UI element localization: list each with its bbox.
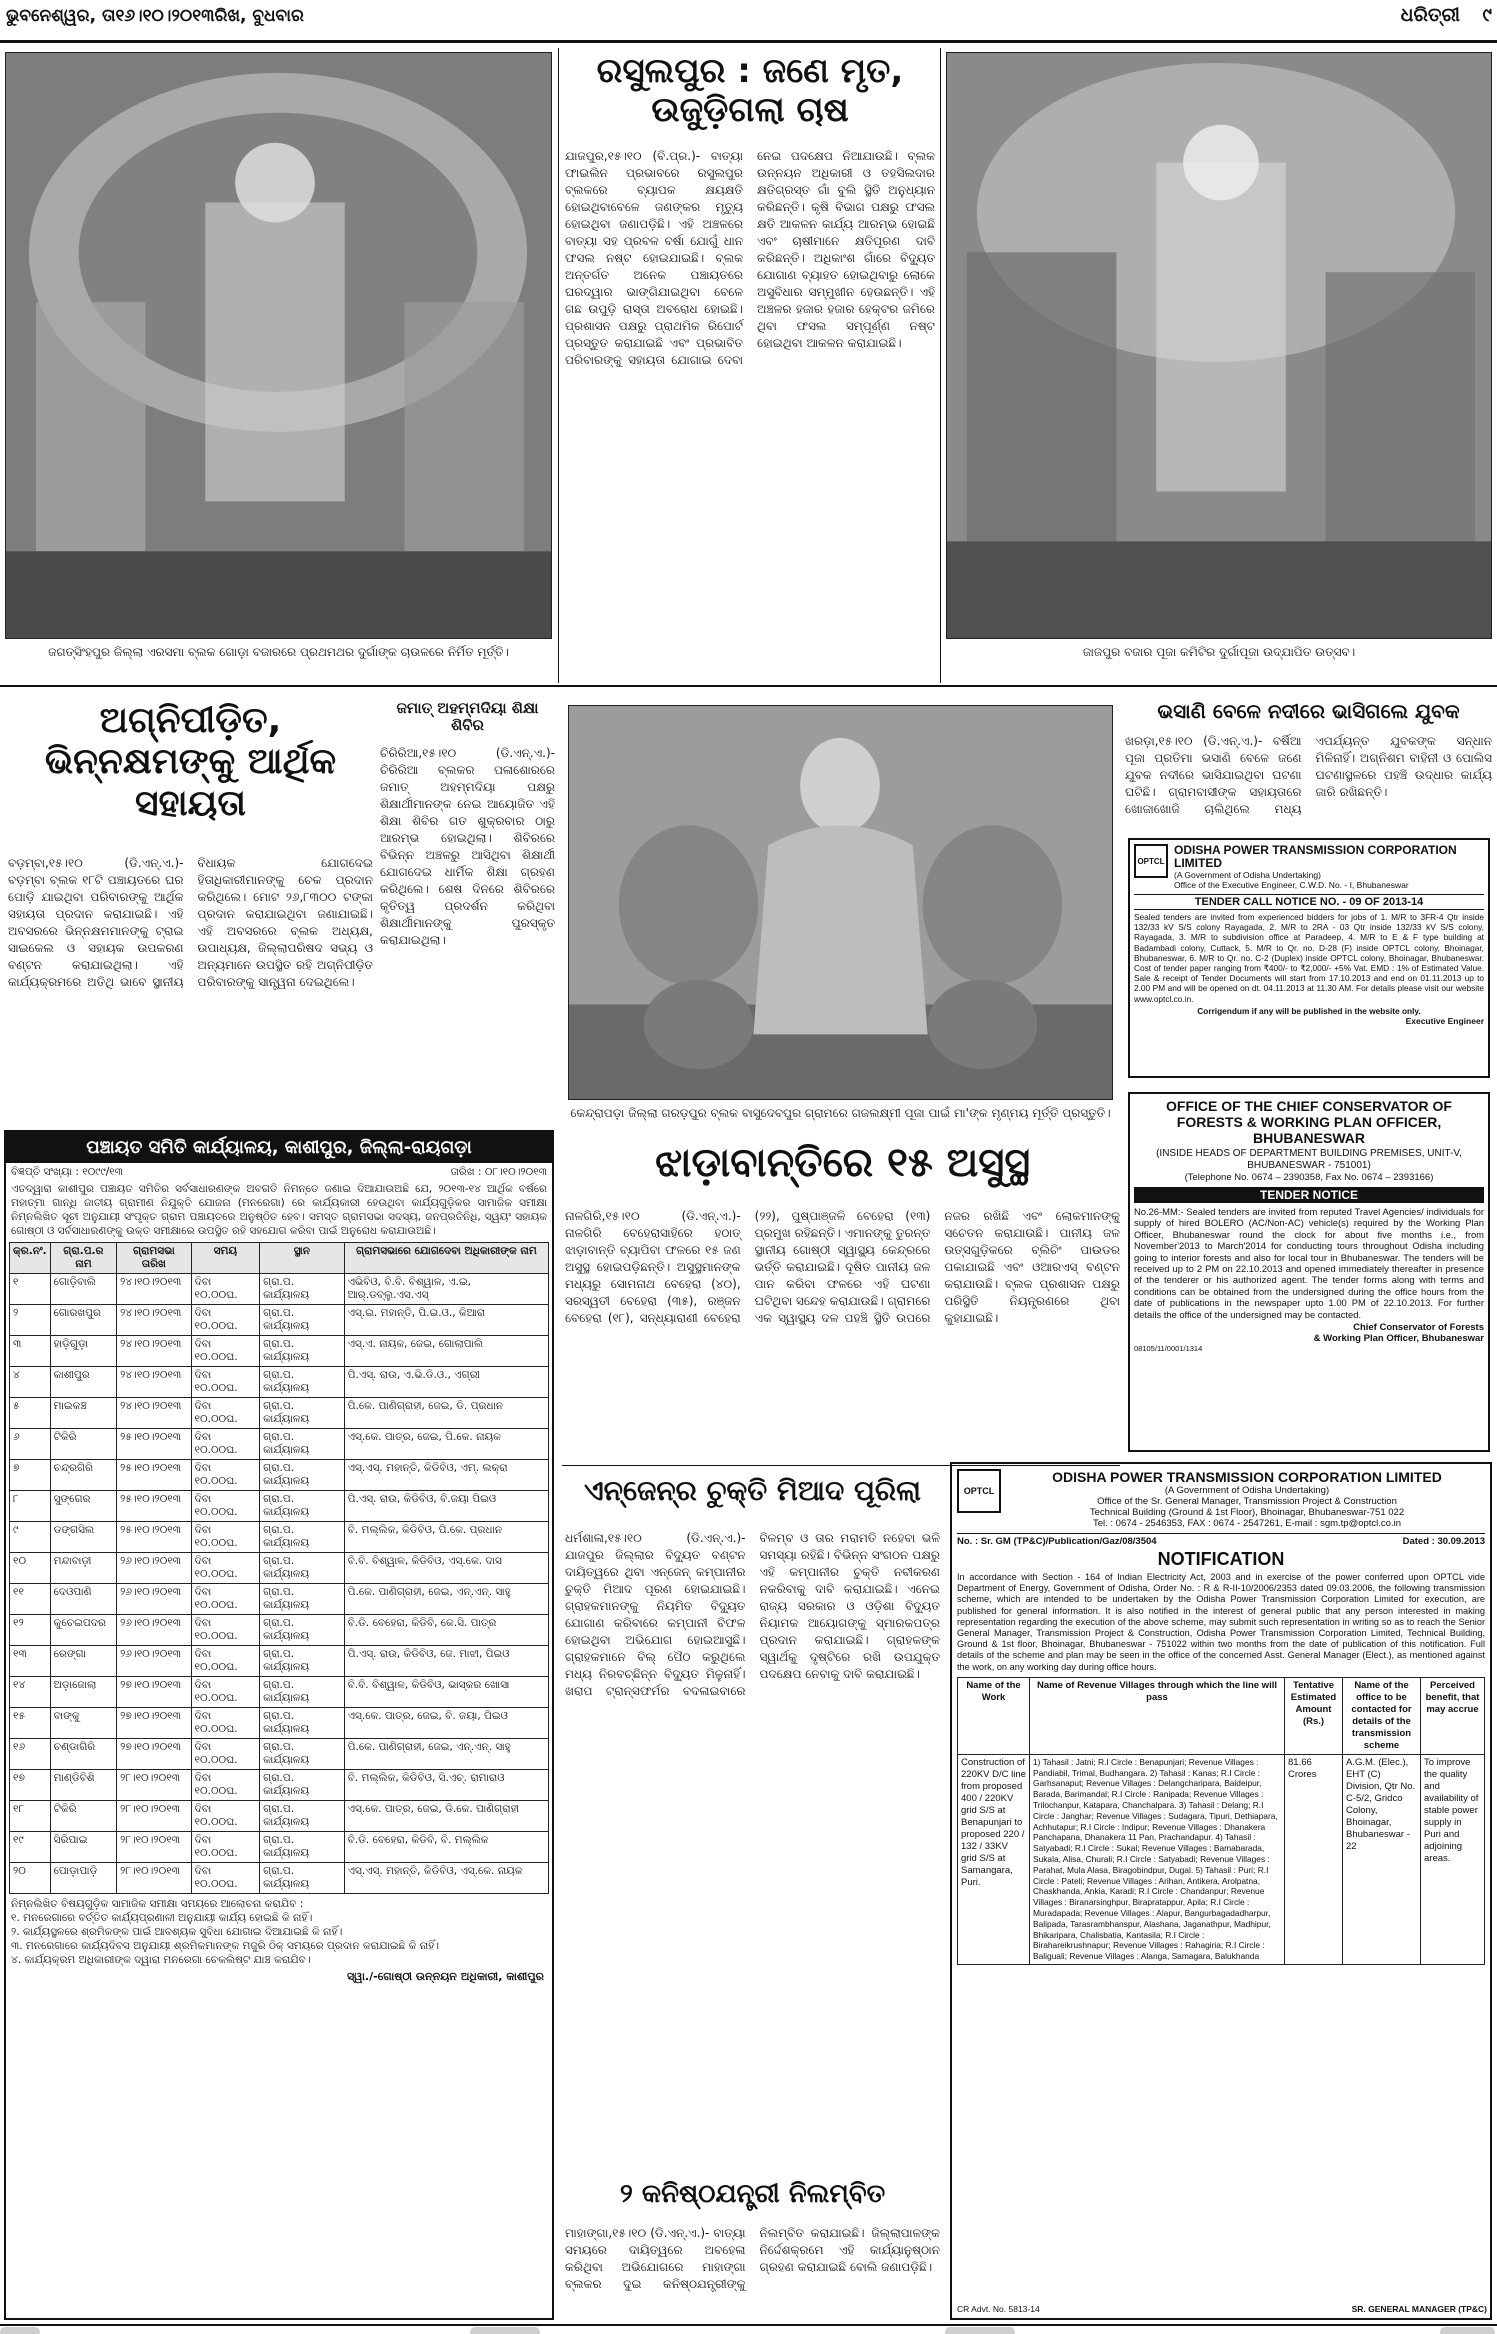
table-header: Name of Revenue Villages through which the line will pass <box>1030 1677 1285 1754</box>
section-rule <box>0 685 1497 687</box>
table-cell: ବି.ବି. ବିଶ୍ୱାଳ, କିଡିବିଓ, ଏସ୍.କେ. ଦାସ <box>344 1553 548 1584</box>
table-cell: ହାଡ଼ିଗୁଡ଼ା <box>50 1336 117 1367</box>
table-cell: ଗ୍ରା.ପ. କାର୍ଯ୍ୟାଳୟ <box>260 1832 344 1863</box>
table-cell: ବି.ଡି. ବେହେରା, କିଡିବି, କେ.ସି. ପାତ୍ର <box>344 1615 548 1646</box>
table-cell: ୨୭।୧୦।୨୦୧୩ <box>117 1708 191 1739</box>
table-cell: ୫ <box>10 1398 51 1429</box>
table-cell: ଗ୍ରା.ପ. କାର୍ଯ୍ୟାଳୟ <box>260 1274 344 1305</box>
table-cell: ୨୮।୧୦।୨୦୧୩ <box>117 1770 191 1801</box>
table-cell: ଏସ୍.ଏ. ନାୟକ, ଜେଇ, ଗୋଲାପାଲି <box>344 1336 548 1367</box>
samiti-banner: ପଞ୍ଚାୟତ ସମିତି କାର୍ଯ୍ୟାଳୟ, କାଶୀପୁର, ଜିଲ୍ଲା-ରାୟଗଡ଼ା <box>6 1132 552 1163</box>
table-cell: ୨୭।୧୦।୨୦୧୩ <box>117 1677 191 1708</box>
table-cell: ଦିବା ୧୦.୦୦ଘ. <box>191 1832 260 1863</box>
table-row <box>10 1429 549 1460</box>
column-rule <box>558 48 559 683</box>
footer-bar <box>1440 2327 1495 2334</box>
energy-body: ଧର୍ମଶାଳା,୧୫।୧୦ (ଡି.ଏନ୍.ଏ.)- ଯାଜପୁର ଜିଲ୍ଲାର ବିଦ୍ୟୁତ ବଣ୍ଟନ ଦାୟିତ୍ୱରେ ଥିବା ଏନ୍‌ଜେନ୍ କମ୍ପାନୀର ଚୁକ୍ତି ମିଆଦ ପୂରଣ ହୋଇଯାଇଛି। ଗ୍ରାହକମାନଙ୍କୁ ନିୟମିତ ବିଦ୍ୟୁତ ଯୋଗାଣ କରିବାରେ କମ୍ପାନୀ ବିଫଳ ହୋଇଥିବା ଅଭିଯୋଗ ହୋଇଆସୁଛି। ଗ୍ରାହକମାନେ ବିଲ୍ ପୈଠ କରୁଥିଲେ ମଧ୍ୟ ନିରବଚ୍ଛିନ୍ନ ବିଦ୍ୟୁତ ମିଳୁନାହିଁ। ଖରାପ ଟ୍ରାନ୍ସଫର୍ମର ବଦଳାଇବାରେ ବିଳମ୍ବ ଓ ତାର ମରାମତି ନହେବା ଭଳି ସମସ୍ୟା ରହିଛି। ବିଭିନ୍ନ ସଂଗଠନ ପକ୍ଷରୁ ଏହି କମ୍ପାନୀର ଚୁକ୍ତି ନବୀକରଣ ନକରିବାକୁ ଦାବି କରାଯାଇଛି। ଏନେଇ ରାଜ୍ୟ ସରକାର ଓ ଓଡ଼ିଶା ବିଦ୍ୟୁତ ନିୟାମକ ଆୟୋଗଙ୍କୁ ସ୍ମାରକପତ୍ର ପ୍ରଦାନ କରାଯାଇଛି। ଗ୍ରାହକଙ୍କ ସ୍ୱାର୍ଥକୁ ଦୃଷ୍ଟିରେ ରଖି ଉପଯୁକ୍ତ ପଦକ୍ଷେପ ନେବାକୁ ଦାବି କରାଯାଇଛି। <box>565 1531 940 1698</box>
footer-bar <box>945 2327 1015 2334</box>
table-cell: ଗ୍ରା.ପ. କାର୍ଯ୍ୟାଳୟ <box>260 1863 344 1894</box>
table-cell: ପୋଡ଼ାପାଡ଼ି <box>50 1863 117 1894</box>
optcl-tender-signature: Executive Engineer <box>1405 1015 1484 1026</box>
paper-name: ଧରିତ୍ରୀ <box>1400 4 1460 26</box>
table-cell: ଦିବା ୧୦.୦୦ଘ. <box>191 1522 260 1553</box>
table-cell: ଏଭିବିଓ, ବି.ବି. ବିଶ୍ୱାଳ, ଏ.ଇ, ଆର୍.ଡବ୍ଲୁ.ଏସ.ଏସ୍ <box>344 1274 548 1305</box>
optcl-notice-contact: Tel. : 0674 - 2546353, FAX : 0674 - 2547261, E-mail : sgm.tp@optcl.co.in <box>1092 1518 1401 1529</box>
table-cell: ଦିବା ୧୦.୦୦ଘ. <box>191 1553 260 1584</box>
table-cell: ୧୪ <box>10 1677 51 1708</box>
samiti-notes <box>6 1911 552 1967</box>
table-header: ଗ୍ରାମସଭା ତାରିଖ <box>117 1243 191 1274</box>
table-row <box>10 1274 549 1305</box>
table-header: Name of the office to be contacted for details of the transmission scheme <box>1343 1677 1421 1754</box>
table-row <box>10 1460 549 1491</box>
table-header: Perceived benefit, that may accrue <box>1421 1677 1485 1754</box>
optcl-notice-sub: (A Government of Odisha Undertaking) <box>1164 1485 1330 1496</box>
table-cell: ଟିକିରି <box>50 1429 117 1460</box>
table-cell: ଗ୍ରା.ପ. କାର୍ଯ୍ୟାଳୟ <box>260 1491 344 1522</box>
table-cell: ୨୬।୧୦।୨୦୧୩ <box>117 1615 191 1646</box>
table-cell: ବି.ବି. ବିଶ୍ୱାଳ, କିଡିବିଓ, ଭାସ୍କର ଖୋସା <box>344 1677 548 1708</box>
photo-durga-idol-right <box>946 52 1492 639</box>
table-cell: ୨ <box>10 1305 51 1336</box>
table-cell: ପି.କେ. ପାଣିଗ୍ରାହୀ, ଜେଇ, ଡି. ପ୍ରଧାନ <box>344 1398 548 1429</box>
engineer-body: ମାହାଙ୍ଗା,୧୫।୧୦ (ଡି.ଏନ୍.ଏ.)- ବାତ୍ୟା ସମୟରେ ଦାୟିତ୍ୱରେ ଅବହେଳା କରିଥିବା ଅଭିଯୋଗରେ ମାହାଙ୍ଗା ବ୍ଲକର ଦୁଇ କନିଷ୍ଠଯନ୍ତ୍ରୀଙ୍କୁ ନିଲମ୍ବିତ କରାଯାଇଛି। ଜିଲ୍ଲାପାଳଙ୍କ ନିର୍ଦ୍ଦେଶକ୍ରମେ ଏହି କାର୍ଯ୍ୟାନୁଷ୍ଠାନ ଗ୍ରହଣ କରାଯାଇଛି ବୋଲି ଜଣାପଡ଼ିଛି। <box>565 2226 940 2291</box>
optcl-tender-org: ODISHA POWER TRANSMISSION CORPORATION LIMITED <box>1174 843 1457 870</box>
table-cell: ଡଙ୍ଗସିଲ <box>50 1522 117 1553</box>
table-cell: ଗ୍ରା.ପ. କାର୍ଯ୍ୟାଳୟ <box>260 1429 344 1460</box>
table-cell: ୨୮।୧୦।୨୦୧୩ <box>117 1863 191 1894</box>
table-cell: ୨୬।୧୦।୨୦୧୩ <box>117 1584 191 1615</box>
table-cell: ବି.ଡି. ବେହେରା, କିଡିବି, ବି. ମଲ୍ଲିକ <box>344 1832 548 1863</box>
table-cell: ସିରିପାଇ <box>50 1832 117 1863</box>
table-cell: ମନ୍ଦାବାଡ଼ୀ <box>50 1553 117 1584</box>
table-row <box>10 1491 549 1522</box>
table-cell: ୯ <box>10 1522 51 1553</box>
table-cell: ୨୬।୧୦।୨୦୧୩ <box>117 1553 191 1584</box>
page-number: ୯ <box>1482 4 1492 26</box>
aid-body: ବଡ଼ମ୍ବା,୧୫।୧୦ (ଡି.ଏନ୍.ଏ.)- ବଡ଼ମ୍ବା ବ୍ଲକ ୧୮ଟି ପଞ୍ଚାୟତରେ ଘର ପୋଡ଼ି ଯାଇଥିବା ପରିବାରଙ୍କୁ ଆର୍ଥିକ ସହାୟତା ପ୍ରଦାନ କରାଯାଇଛି। ଏହି ଅବସରରେ ଭିନ୍ନକ୍ଷମମାନଙ୍କୁ ଟ୍ରାଇ ସାଇକେଲ ଓ ସହାୟକ ଉପକରଣ ବଣ୍ଟନ କରାଯାଇଥିଲା। ଏହି କାର୍ଯ୍ୟକ୍ରମରେ ଅତିଥି ଭାବେ ସ୍ଥାନୀୟ ବିଧାୟକ ଯୋଗଦେଇ ହିତାଧିକାରୀମାନଙ୍କୁ ଚେକ ପ୍ରଦାନ କରିଥିଲେ। ମୋଟ ୨୬,୮୩୦୦ ଟଙ୍କା ପ୍ରଦାନ କରାଯାଇଥିବା ଜଣାଯାଇଛି। ଏହି ଅବସରରେ ବ୍ଲକ ଅଧ୍ୟକ୍ଷ, ଉପାଧ୍ୟକ୍ଷ, ଜିଲ୍ଲାପରିଷଦ ସଭ୍ୟ ଓ ଅନ୍ୟମାନେ ଉପସ୍ଥିତ ରହି ଅଗ୍ନିପୀଡ଼ିତ ପରିବାରଙ୍କୁ ସାନ୍ତ୍ୱନା ଦେଇଥିଲେ। <box>8 856 373 989</box>
notice-benefit-cell: To improve the quality and availability of stable power supply in Puri and adjoining areas. <box>1421 1754 1485 1964</box>
table-row <box>10 1770 549 1801</box>
samiti-memo-date: ତାରିଖ : ୦୮।୧୦।୨୦୧୩ <box>450 1166 547 1178</box>
table-cell: ଗ୍ରା.ପ. କାର୍ଯ୍ୟାଳୟ <box>260 1336 344 1367</box>
table-cell: ୧୨ <box>10 1615 51 1646</box>
table-cell: ଗ୍ରା.ପ. କାର୍ଯ୍ୟାଳୟ <box>260 1770 344 1801</box>
table-cell: ଏସ୍.କେ. ପାତ୍ର, ଜେଇ, ପି.କେ. ନାୟକ <box>344 1429 548 1460</box>
optcl-notice-ref-no: No. : Sr. GM (TP&C)/Publication/Gaz/08/3504 <box>957 1536 1157 1547</box>
table-cell: ଦିବା ୧୦.୦୦ଘ. <box>191 1274 260 1305</box>
forest-ad-phone: (Telephone No. 0674 – 2390358, Fax No. 0674 – 2393166) <box>1184 1172 1434 1183</box>
table-cell: ଗ୍ରା.ପ. କାର୍ଯ୍ୟାଳୟ <box>260 1553 344 1584</box>
table-cell: ବି. ମଲ୍ଲିକ, କିଡିବିଓ, ସି.ଏଚ୍. ରାମାରାଓ <box>344 1770 548 1801</box>
table-header: Name of the Work <box>958 1677 1030 1754</box>
table-cell: ପି.ଏସ୍. ରାଉ, କିଡିବିଓ, ଜେ. ମାଝୀ, ପିଇଓ <box>344 1646 548 1677</box>
ill-headline: ଝାଡ଼ାବାନ୍ତିରେ ୧୫ ଅସୁସ୍ଥ <box>655 1140 1030 1186</box>
table-cell: ଦିବା ୧୦.୦୦ଘ. <box>191 1801 260 1832</box>
table-cell: ୨୫।୧୦।୨୦୧୩ <box>117 1491 191 1522</box>
table-cell: କୁଚେଇପଦର <box>50 1615 117 1646</box>
table-cell: ଦିବା ୧୦.୦୦ଘ. <box>191 1863 260 1894</box>
table-cell: ଦିବା ୧୦.୦୦ଘ. <box>191 1770 260 1801</box>
forest-ad-body: No.26-MM:- Sealed tenders are invited from reputed Travel Agencies/ individuals for supply of hired BOLERO (AC/Non-AC) vehicle(s) required by the Working Plan Officer, Bhubaneswar round the clock for about five months i.e., from November'2013 to March'2014 for conducting tours throughout Odisha including going to interior forests and also for local tour in Bhubaneswar. The tenders will be received up to 2 PM on 22.10.2013 and opened immediately thereafter in presence of the tenderer or his authorized agent. The tender forms along with terms and conditions can be obtained from the undersigned during the office hours from the date of publications in the newspaper upto 1.00 PM of 22.10.2013. For further details the office of the undersigned may be contacted. <box>1134 1206 1484 1320</box>
table-row <box>10 1615 549 1646</box>
optcl-tender-office: Office of the Executive Engineer, C.W.D. No. - I, Bhubaneswar <box>1174 880 1409 890</box>
table-row <box>10 1739 549 1770</box>
table-row <box>10 1398 549 1429</box>
optcl-logo-icon: OPTCL <box>957 1469 1001 1513</box>
forest-ad-notice-label: TENDER NOTICE <box>1134 1187 1484 1203</box>
table-cell: ଗ୍ରା.ପ. କାର୍ଯ୍ୟାଳୟ <box>260 1584 344 1615</box>
table-row <box>10 1522 549 1553</box>
table-cell: ଗ୍ରା.ପ. କାର୍ଯ୍ୟାଳୟ <box>260 1739 344 1770</box>
table-cell: ଗ୍ରା.ପ. କାର୍ଯ୍ୟାଳୟ <box>260 1522 344 1553</box>
optcl-notice-signature: SR. GENERAL MANAGER (TP&C) <box>1351 2304 1487 2314</box>
table-cell: ୧୯ <box>10 1832 51 1863</box>
table-cell: ଏସ୍.କେ. ପାତ୍ର, ଜେଇ, ବି. ଜୟା, ପିଇଓ <box>344 1708 548 1739</box>
table-header: Tentative Estimated Amount (Rs.) <box>1285 1677 1343 1754</box>
camp-body: ଚିରିରିଆ,୧୫।୧୦ (ଡି.ଏନ୍.ଏ.)- ଚିରିରିଆ ବ୍ଲକର ପଳାଶୋରରେ ଜମାତ୍‌ ଅହମ୍ମଦିୟା ପକ୍ଷରୁ ଶିକ୍ଷାର୍ଥୀମାନଙ୍କ ନେଇ ଆୟୋଜିତ ଏହି ଶିକ୍ଷା ଶିବିର ଗତ ଶୁକ୍ରବାର ଠାରୁ ଆରମ୍ଭ ହୋଇଥିଲା। ଶିବିରରେ ବିଭିନ୍ନ ଅଞ୍ଚଳରୁ ଆସିଥିବା ଶିକ୍ଷାର୍ଥୀ ଯୋଗଦେଇ ଧାର୍ମିକ ଶିକ୍ଷା ଗ୍ରହଣ କରିଥିଲେ। ଶେଷ ଦିନରେ ଶିବିରରେ କୃତିତ୍ୱ ପ୍ରଦର୍ଶନ କରିଥିବା ଶିକ୍ଷାର୍ଥୀମାନଙ୍କୁ ପୁରସ୍କୃତ କରାଯାଇଥିଲା। <box>380 746 555 947</box>
table-cell: ଗ୍ରା.ପ. କାର୍ଯ୍ୟାଳୟ <box>260 1305 344 1336</box>
forest-ad-signature-2: & Working Plan Officer, Bhubaneswar <box>1313 1333 1484 1345</box>
aid-headline: ଅଗ୍ନିପୀଡ଼ିତ, ଭିନ୍ନକ୍ଷମଙ୍କୁ ଆର୍ଥିକ ସହାୟତା <box>44 700 337 824</box>
forest-ad-address: (INSIDE HEADS OF DEPARTMENT BUILDING PREMISES, UNIT-V, BHUBANESWAR - 751001) <box>1156 1148 1462 1171</box>
table-cell: ଗ୍ରା.ପ. କାର୍ଯ୍ୟାଳୟ <box>260 1615 344 1646</box>
table-cell: ଗ୍ରା.ପ. କାର୍ଯ୍ୟାଳୟ <box>260 1398 344 1429</box>
table-cell: ଏସ୍.ଇ. ମହାନ୍ତି, ପି.ଇ.ଓ., କିଆରା <box>344 1305 548 1336</box>
optcl-tender-corrigendum: Corrigendum if any will be published in the website only. <box>1197 1005 1421 1016</box>
notice-contact-office-cell: A.G.M. (Elec.), EHT (C) Division, Qtr No. C-5/2, Gridco Colony, Bhoinagar, Bhubaneswar - 22 <box>1343 1754 1421 1964</box>
date-line: ଭୁବନେଶ୍ୱର, ତା୧୬।୧୦।୨୦୧୩ରିଖ, ବୁଧବାର <box>6 6 304 26</box>
table-cell: ପି.ଏସ୍. ରାଉ, ଏ.ଭି.ଡି.ଓ., ଏଗ୍ରୀ <box>344 1367 548 1398</box>
table-cell: ପି.କେ. ପାଣିଗ୍ରାହୀ, ଜେଇ, ଏନ୍.ଏନ୍. ସାହୁ <box>344 1584 548 1615</box>
table-cell: ଏସ୍.ଏସ୍. ମହାନ୍ତି, କିଡିବିଓ, ଏମ୍. ଲକ୍ରା <box>344 1460 548 1491</box>
table-row <box>10 1553 549 1584</box>
footer-bar <box>0 2327 40 2334</box>
optcl-notice-table <box>957 1677 1485 1965</box>
table-cell: ଅଡ଼ାଜୋଲା <box>50 1677 117 1708</box>
table-cell: ଦିବା ୧୦.୦୦ଘ. <box>191 1677 260 1708</box>
samiti-notice <box>4 1130 554 2320</box>
table-row <box>10 1367 549 1398</box>
table-cell: ୧୮ <box>10 1801 51 1832</box>
table-cell: କାଶୀପୁର <box>50 1367 117 1398</box>
table-cell: ୩ <box>10 1336 51 1367</box>
table-cell: ୨୫।୧୦।୨୦୧୩ <box>117 1460 191 1491</box>
table-cell: ୪ <box>10 1367 51 1398</box>
table-cell: ଦିବା ୧୦.୦୦ଘ. <box>191 1584 260 1615</box>
list-item: ୪. କାର୍ଯ୍ୟକ୍ରମ ଅଧିକାରୀଙ୍କ ଦ୍ୱାରା ମନରେଗା ଚେକଲିଷ୍ଟ ଯାଞ୍ଚ କରାଯିବ। <box>11 1954 311 1966</box>
table-row <box>10 1863 549 1894</box>
notice-amount-cell: 81.66 Crores <box>1285 1754 1343 1964</box>
table-row <box>10 1708 549 1739</box>
table-cell: ୨୪।୧୦।୨୦୧୩ <box>117 1367 191 1398</box>
table-cell: ୨୪।୧୦।୨୦୧୩ <box>117 1398 191 1429</box>
bottom-rule <box>0 2324 1497 2326</box>
table-header: ଗ୍ରାମସଭାରେ ଯୋଗଦେବା ଅଧିକାରୀଙ୍କ ନାମ <box>344 1243 548 1274</box>
table-row <box>10 1336 549 1367</box>
table-cell: ୧୩ <box>10 1646 51 1677</box>
optcl-notification-ad <box>950 1462 1492 2320</box>
forest-ad-title: OFFICE OF THE CHIEF CONSERVATOR OF FORESTS & WORKING PLAN OFFICER, BHUBANESWAR <box>1166 1098 1452 1146</box>
table-cell: ଦିବା ୧୦.୦୦ଘ. <box>191 1739 260 1770</box>
list-item: ୩. ମନରେଗାରେ କାର୍ଯ୍ୟଦିବସ ଅନୁଯାୟୀ ଶ୍ରମିକମାନଙ୍କ ମଜୁରି ଠିକ୍ ସମୟରେ ପ୍ରଦାନ କରାଯାଇଛି କି ନାହିଁ। <box>11 1940 439 1952</box>
table-cell: ଦିବା ୧୦.୦୦ଘ. <box>191 1646 260 1677</box>
table-header: କ୍ର.ନଂ. <box>10 1243 51 1274</box>
table-cell: ବାଙ୍କୁ <box>50 1708 117 1739</box>
optcl-notice-ref-date: Dated : 30.09.2013 <box>1402 1536 1485 1547</box>
ill-body: ନାଳଗିରି,୧୫।୧୦ (ଡି.ଏନ୍.ଏ.)- ନାଳଗିରି ବେହେରାସାହିରେ ହଠାତ୍ ଝାଡ଼ାବାନ୍ତି ବ୍ୟାପିବା ଫଳରେ ୧୫ ଜଣ ଅସୁସ୍ଥ ହୋଇପଡ଼ିଛନ୍ତି। ଅସୁସ୍ଥମାନଙ୍କ ମଧ୍ୟରୁ ସୋମନାଥ ବେହେରା (୪୦), ସରସ୍ୱତୀ ବେହେରା (୩୫), ରଞ୍ଜନ ବେହେରା (୧୮), ସନ୍ଧ୍ୟାରାଣୀ ବେହେରା (୨୨), ପୁଷ୍ପାଞ୍ଜଳି ବେହେରା (୧୩) ପ୍ରମୁଖ ରହିଛନ୍ତି। ଏମାନଙ୍କୁ ତୁରନ୍ତ ସ୍ଥାନୀୟ ଗୋଷ୍ଠୀ ସ୍ୱାସ୍ଥ୍ୟ କେନ୍ଦ୍ରରେ ଭର୍ତ୍ତି କରାଯାଇଛି। ଦୂଷିତ ପାନୀୟ ଜଳ ପାନ କରିବା ଫଳରେ ଏହି ଘଟଣା ଘଟିଥିବା ସନ୍ଦେହ କରାଯାଉଛି। ଗ୍ରାମରେ ଏକ ସ୍ୱାସ୍ଥ୍ୟ ଦଳ ପହଞ୍ଚି ସ୍ଥିତି ଉପରେ ନଜର ରଖିଛି ଏବଂ ଲୋକମାନଙ୍କୁ ସଚେତନ କରାଯାଉଛି। ପାନୀୟ ଜଳ ଉତ୍ସଗୁଡ଼ିକରେ ବ୍ଲିଚିଂ ପାଉଡର ପକାଯାଇଛି ଏବଂ ଓଆରଏସ୍ ବଣ୍ଟନ କରାଯାଉଛି। ବ୍ଲକ ପ୍ରଶାସନ ପକ୍ଷରୁ ପରିସ୍ଥିତି ନିୟନ୍ତ୍ରଣରେ ଥିବା କୁହାଯାଇଛି। <box>565 1209 1120 1325</box>
column-rule <box>940 48 941 683</box>
optcl-notice-address: Technical Building (Ground & 1st Floor), Bhoinagar, Bhubaneswar-751 022 <box>1089 1507 1405 1518</box>
table-header: ଗ୍ରା.ପ.ର ନାମ <box>50 1243 117 1274</box>
table-cell: ୨୮।୧୦।୨୦୧୩ <box>117 1801 191 1832</box>
photo-caption-right: ଜାଜପୁର ବଜାର ପୂଜା କମିଟିର ଦୁର୍ଗାପୂଜା ଉଦ୍‌ଯାପିତ ଉତ୍ସବ। <box>1082 645 1356 659</box>
table-cell: ମାଣ୍ଡିବିଶି <box>50 1770 117 1801</box>
photo-clay-idol-center <box>568 705 1113 1100</box>
table-cell: ଦିବା ୧୦.୦୦ଘ. <box>191 1615 260 1646</box>
table-cell: ଦିବା ୧୦.୦୦ଘ. <box>191 1708 260 1739</box>
samiti-memo-no: ବିଜ୍ଞପ୍ତି ସଂଖ୍ୟା : ୧୦୯୯/୧୩ <box>11 1166 124 1178</box>
optcl-tender-body: Sealed tenders are invited from experienced bidders for jobs of 1. M/R to 3FR-4 Qtr inside 132/33 kV S/S colony Rayagada, 2. M/R to 2RA - 03 Qtr inside 132/33 kV S/S colony, Rayagada, 3. M/R to subdivision office at Paradeep, 4. M/R to E & F type building at Badambadi colony, Cuttack, 5. M/R to Qr. no. D-28 (F) inside OPTCL colony, Bhoinagar, Bhubaneswar, 6. M/R to Qr. no. C-2 (Duplex) inside OPTCL colony, Bhoinagar, Bhubaneswar. Cost of tender paper ranging from ₹400/- to ₹2,000/- +5% Vat. EMD : 1% of Estimated Value. Sale & receipt of Tender Documents will start from 17.10.2013 and end on 01.11.2013 up to 2.00 PM and will be opened on dt. 04.11.2013 at 11.30 AM. For details please visit our website www.optcl.co.in. <box>1134 912 1484 1004</box>
table-cell: ଗ୍ରା.ପ. କାର୍ଯ୍ୟାଳୟ <box>260 1708 344 1739</box>
optcl-tender-ad <box>1128 838 1490 1078</box>
camp-headline: ଜମାତ୍‌ ଅହମ୍ମଦିୟା ଶିକ୍ଷା ଶିବିର <box>396 700 539 735</box>
table-cell: ଏସ୍.କେ. ପାତ୍ର, ଜେଇ, ଡି.କେ. ପାଣିଗ୍ରାହୀ <box>344 1801 548 1832</box>
table-cell: ୮ <box>10 1491 51 1522</box>
optcl-logo-icon: OPTCL <box>1134 844 1168 878</box>
table-cell: ଦିବା ୧୦.୦୦ଘ. <box>191 1460 260 1491</box>
forest-tender-ad <box>1128 1092 1490 1452</box>
table-cell: ଗ୍ରା.ପ. କାର୍ଯ୍ୟାଳୟ <box>260 1677 344 1708</box>
table-cell: ୧ <box>10 1274 51 1305</box>
table-row <box>10 1801 549 1832</box>
notice-villages-cell: 1) Tahasil : Jatni; R.I Circle : Benapunjari; Revenue Villages : Pandiabil, Trimal, Budhangara. 2) Tahasil : Kanas; R.I Circle : Garhsanaput; Revenue Villages : Delangcharipara, Baideipur, Barada, Barimandal; R.I Circle : Ranipada; Revenue Villages : Trilochanpur, Katapara, Chanchalpara. 3) Tahasil : Delang; R.I Circle : Janghar; Revenue Villages : Sudagara, Tipuri, Dethiapara, Achhutapur; R.I Circle : Indipur; Revenue Villages : Dhanakera Panchapana, Dhanakera 11 Pan, Prachandapur. 4) Tahasil : Satyabadi; R.I Circle : Sukal; Revenue Villages : Bamabarada, Sukala, Alisa, Churali; R.I Circle : Satyabadi; Revenue Villages : Parahat, Mula Alasa, Biragobindpur, Dugal. 5) Tahasil : Puri; R.I Circle : Pateli; Revenue Villages : Arihan, Antikera, Arolpatna, Chaskhanda, Ankia, Karadi; R.I Circle : Chandanpur; Revenue Villages : Biranarsinghpur, Birapratappur, Apila; R.I Circle : Muradapada; Revenue Villages : Alapur, Bangurbagadadharpur, Balipada, Tarasrambhanspur, Alashana, Jaganathpur, Madhipur, Bhikaripara, Chalisbatia, Kantasila; R.I Circle : Birahareikrushnapur; Revenue Villages : Rahagiria; R.I Circle : Baliguali; Revenue Villages : Alanga, Samagara, Balukhanda <box>1030 1754 1285 1964</box>
table-cell: ମାଇକଞ୍ଚ <box>50 1398 117 1429</box>
table-cell: ସୁଙ୍ଗେର <box>50 1491 117 1522</box>
table-row <box>10 1584 549 1615</box>
list-item: ୧. ମନରେଗାରେ ବର୍ତ୍ତିତ କାର୍ଯ୍ୟପ୍ରଣାଳୀ ଅନୁଯାୟୀ କାର୍ଯ୍ୟ ହୋଇଛି କି ନାହିଁ। <box>11 1912 313 1924</box>
table-row <box>10 1305 549 1336</box>
table-cell: ୧୫ <box>10 1708 51 1739</box>
table-cell: ୨୮।୧୦।୨୦୧୩ <box>117 1832 191 1863</box>
optcl-tender-sub: (A Government of Odisha Undertaking) <box>1174 870 1321 880</box>
table-cell: ୧୦ <box>10 1553 51 1584</box>
table-header: ସ୍ଥାନ <box>260 1243 344 1274</box>
masthead <box>0 0 1497 40</box>
table-cell: ୨୪।୧୦।୨୦୧୩ <box>117 1274 191 1305</box>
samiti-schedule-table <box>9 1242 549 1894</box>
table-cell: ବି. ମଲ୍ଲିକ, କିଡିବିଓ, ପି.କେ. ପ୍ରଧାନ <box>344 1522 548 1553</box>
table-cell: ୧୧ <box>10 1584 51 1615</box>
engineer-headline: ୨ କନିଷ୍ଠଯନ୍ତ୍ରୀ ନିଲମ୍ବିତ <box>619 2180 886 2209</box>
table-cell: ଗ୍ରା.ପ. କାର୍ଯ୍ୟାଳୟ <box>260 1460 344 1491</box>
optcl-notice-advt-no: CR Advt. No. 5813-14 <box>957 2304 1040 2314</box>
table-cell: ୬ <box>10 1429 51 1460</box>
samiti-notes-title: ନିମ୍ନଲିଖିତ ବିଷୟଗୁଡ଼ିକ ସାମାଜିକ ସମୀକ୍ଷା ସମୟରେ ଆଲୋଚନା କରାଯିବ : <box>11 1898 304 1910</box>
footer-bar <box>470 2327 540 2334</box>
optcl-notice-body: In accordance with Section - 164 of Indian Electricity Act, 2003 and in exercise of the power conferred upon OPTCL vide Department of Energy, Government of Odisha, Order No. : R & R-II-10/2006/2353 dated 09.03.2006, the following transmission scheme, which are intended to be undertaken by the Odisha Power Transmission Corporation Limited for execution, are published for general information. It is also notified in the interest of general public that any person interested in making representation regarding the execution of the above scheme, may submit such representation in writing so as to reach the Senior General Manager, Transmission Project & Construction, Odisha Power Transmission Corporation Limited, Technical Building, Ground & 1st floor, Bhoinagar, Bhubaneswar - 751022 within two months from the date of publication of this notification. Full details of the scheme and plan may be seen in the office of the concerned Asst. General Manager (Elect.), as mentioned against the work, on any working day during office hours. <box>957 1572 1485 1672</box>
masthead-rule <box>0 40 1497 43</box>
table-cell: ଦିବା ୧୦.୦୦ଘ. <box>191 1491 260 1522</box>
youth-body: ଖରଡ଼ା,୧୫।୧୦ (ଡି.ଏନ୍.ଏ.)- ବର୍ଷିଆ ପୂଜା ପ୍ରତିମା ଭସାଣି ବେଳେ ଜଣେ ଯୁବକ ନଦୀରେ ଭାସିଯାଇଥିବା ଘଟଣା ଘଟିଛି। ଗ୍ରାମବାସୀଙ୍କ ସହାୟତାରେ ଖୋଜାଖୋଜି ଚାଲିଥିଲେ ମଧ୍ୟ ଏପର୍ଯ୍ୟନ୍ତ ଯୁବକଙ୍କ ସନ୍ଧାନ ମିଳିନାହିଁ। ଅଗ୍ନିଶମ ବାହିନୀ ଓ ପୋଲିସ ଘଟଣାସ୍ଥଳରେ ପହଞ୍ଚି ଉଦ୍ଧାର କାର୍ଯ୍ୟ ଜାରି ରଖିଛନ୍ତି। <box>1125 734 1492 816</box>
table-cell: ଟିକିରି <box>50 1801 117 1832</box>
table-cell: ଦିବା ୧୦.୦୦ଘ. <box>191 1336 260 1367</box>
table-cell: ଦିବା ୧୦.୦୦ଘ. <box>191 1305 260 1336</box>
list-item: ୨. କାର୍ଯ୍ୟସ୍ଥଳରେ ଶ୍ରମିକଙ୍କ ପାଇଁ ଆବଶ୍ୟକ ସୁବିଧା ଯୋଗାଇ ଦିଆଯାଇଛି କି ନାହିଁ। <box>11 1926 343 1938</box>
forest-ad-signature-1: Chief Conservator of Forests <box>1353 1322 1484 1334</box>
optcl-notice-office: Office of the Sr. General Manager, Transmission Project & Construction <box>1097 1496 1397 1507</box>
table-cell: ଦିବା ୧୦.୦୦ଘ. <box>191 1367 260 1398</box>
table-row <box>10 1677 549 1708</box>
table-cell: ୨୦ <box>10 1863 51 1894</box>
table-cell: ୨୪।୧୦।୨୦୧୩ <box>117 1305 191 1336</box>
energy-headline: ଏନ୍‌ଜେନ୍‌ର ଚୁକ୍ତି ମିଆଦ ପୂରିଲା <box>583 1475 922 1507</box>
table-cell: ଦେଓପାଣି <box>50 1584 117 1615</box>
table-cell: ଗ୍ରା.ପ. କାର୍ଯ୍ୟାଳୟ <box>260 1646 344 1677</box>
table-cell: ୧୬ <box>10 1739 51 1770</box>
table-row <box>10 1646 549 1677</box>
rasulpur-headline: ରସୁଲପୁର : ଜଣେ ମୃତ, ଉଜୁଡ଼ିଗଲା ଚାଷ <box>596 52 904 131</box>
table-cell: ରେଙ୍ଗା <box>50 1646 117 1677</box>
table-cell: ଗୋଡ଼ିବାଲି <box>50 1274 117 1305</box>
table-cell: ପି.ଏସ୍. ରାଉ, କିଡିବିଓ, ବି.ଜୟା ପିଇଓ <box>344 1491 548 1522</box>
optcl-notice-org: ODISHA POWER TRANSMISSION CORPORATION LIMITED <box>1052 1469 1442 1485</box>
table-cell: ୨୫।୧୦।୨୦୧୩ <box>117 1429 191 1460</box>
optcl-tender-title: TENDER CALL NOTICE NO. - 09 OF 2013-14 <box>1134 894 1484 910</box>
table-cell: ୧୭ <box>10 1770 51 1801</box>
notice-work-cell: Construction of 220KV D/C line from proposed 400 / 220KV grid S/S at Benapunjari to proposed 220 / 132 / 33KV grid S/S at Samangara, Puri. <box>958 1754 1030 1964</box>
table-cell: ଦିବା ୧୦.୦୦ଘ. <box>191 1429 260 1460</box>
table-cell: ୭ <box>10 1460 51 1491</box>
table-cell: ଗୋରଖପୁର <box>50 1305 117 1336</box>
samiti-signature: ସ୍ୱା./-ଗୋଷ୍ଠୀ ଉନ୍ନୟନ ଅଧିକାରୀ, କାଶୀପୁର <box>347 1970 544 1983</box>
forest-ad-code: 08105/11/0001/1314 <box>1134 1344 1203 1354</box>
table-cell: ଚନ୍ଦ୍ରଗିରି <box>50 1460 117 1491</box>
table-cell: ଦିବା ୧୦.୦୦ଘ. <box>191 1398 260 1429</box>
table-cell: ୨୪।୧୦।୨୦୧୩ <box>117 1336 191 1367</box>
photo-caption-center: କେନ୍ଦ୍ରାପଡ଼ା ଜିଲ୍ଲା ଗରଡ଼ପୁର ବ୍ଲକ ବାସୁଦେବପୁର ଗ୍ରାମରେ ଗଜଲକ୍ଷ୍ମୀ ପୂଜା ପାଇଁ ମା'ଙ୍କ ମୃଣ୍ମୟ ମୂର୍ତ୍ତି ପ୍ରସ୍ତୁତି। <box>570 1106 1111 1120</box>
table-cell: ଏସ୍.ଏସ୍. ମହାନ୍ତି, କିଡିବିଓ, ଏସ୍.କେ. ନାୟକ <box>344 1863 548 1894</box>
table-row <box>10 1832 549 1863</box>
photo-caption-left: ଜଗତ୍‌ସିଂହପୁର ଜିଲ୍ଲା ଏରସମା ବ୍ଲକ ଗୋଡ଼ା ବଜାରରେ ପ୍ରଥମଥର ଦୁର୍ଗାଙ୍କ ଚାଉଳରେ ନିର୍ମିତ ମୂର୍ତ୍ତି। <box>48 645 509 659</box>
table-cell: ୨୫।୧୦।୨୦୧୩ <box>117 1522 191 1553</box>
table-cell: ଗ୍ରା.ପ. କାର୍ଯ୍ୟାଳୟ <box>260 1367 344 1398</box>
table-header: ସମୟ <box>191 1243 260 1274</box>
rasulpur-body: ଯାଜପୁର,୧୫।୧୦ (ବି.ପ୍ର.)- ବାତ୍ୟା ଫାଇଲିନ ପ୍ରଭାବରେ ରସୁଲପୁର ବ୍ଲକରେ ବ୍ୟାପକ କ୍ଷୟକ୍ଷତି ହୋଇଥିବାବେଳେ ଜଣଙ୍କର ମୃତ୍ୟୁ ହୋଇଥିବା ଜଣାପଡ଼ିଛି। ଏହି ଅଞ୍ଚଳରେ ବାତ୍ୟା ସହ ପ୍ରବଳ ବର୍ଷା ଯୋଗୁଁ ଧାନ ଫସଲ ନଷ୍ଟ ହୋଇଯାଇଛି। ବ୍ଲକ ଅନ୍ତର୍ଗତ ଅନେକ ପଞ୍ଚାୟତରେ ଘରଦ୍ୱାର ଭାଙ୍ଗିଯାଇଥିବା ବେଳେ ଗଛ ଉପୁଡ଼ି ରାସ୍ତା ଅବରୋଧ ହୋଇଛି। ପ୍ରଶାସନ ପକ୍ଷରୁ ପ୍ରାଥମିକ ରିପୋର୍ଟ ପ୍ରସ୍ତୁତ କରାଯାଇଛି ଏବଂ ପ୍ରଭାବିତ ପରିବାରଙ୍କୁ ସହାୟତା ଯୋଗାଇ ଦେବା ନେଇ ପଦକ୍ଷେପ ନିଆଯାଉଛି। ବ୍ଲକ ଉନ୍ନୟନ ଅଧିକାରୀ ଓ ତହସିଲଦାର କ୍ଷତିଗ୍ରସ୍ତ ଗାଁ ବୁଲି ସ୍ଥିତି ଅନୁଧ୍ୟାନ କରିଛନ୍ତି। କୃଷି ବିଭାଗ ପକ୍ଷରୁ ଫସଲ କ୍ଷତି ଆକଳନ କାର୍ଯ୍ୟ ଆରମ୍ଭ ହୋଇଛି ଏବଂ ଚାଷୀମାନେ କ୍ଷତିପୂରଣ ଦାବି କରିଛନ୍ତି। ଅଧିକାଂଶ ଗାଁରେ ବିଦ୍ୟୁତ ଯୋଗାଣ ବ୍ୟାହତ ହୋଇଥିବାରୁ ଲୋକେ ଅସୁବିଧାର ସମ୍ମୁଖୀନ ହେଉଛନ୍ତି। ଏହି ଅଞ୍ଚଳର ହଜାର ହଜାର ହେକ୍ଟର ଜମିରେ ଥିବା ଫସଲ ସମ୍ପୂର୍ଣ୍ଣ ନଷ୍ଟ ହୋଇଥିବା ଆକଳନ କରାଯାଇଛି। <box>565 149 935 367</box>
photo-durga-idol-left <box>5 52 552 639</box>
table-cell: ପି.କେ. ପାଣିଗ୍ରାହୀ, ଜେଇ, ଏନ୍.ଏନ୍. ସାହୁ <box>344 1739 548 1770</box>
youth-headline: ଭସାଣି ବେଳେ ନଦୀରେ ଭାସିଗଲେ ଯୁବକ <box>1157 700 1460 723</box>
table-cell: ୨୬।୧୦।୨୦୧୩ <box>117 1646 191 1677</box>
table-cell: ଚଣ୍ଡାଗିରି <box>50 1739 117 1770</box>
optcl-notice-title: NOTIFICATION <box>1157 1549 1285 1569</box>
table-cell: ୨୭।୧୦।୨୦୧୩ <box>117 1739 191 1770</box>
table-cell: ଗ୍ରା.ପ. କାର୍ଯ୍ୟାଳୟ <box>260 1801 344 1832</box>
samiti-intro: ଏତଦ୍ୱାରା କାଶୀପୁର ପଞ୍ଚାୟତ ସମିତିର ସର୍ବସାଧାରଣଙ୍କ ଅବଗତି ନିମନ୍ତେ ଜଣାଇ ଦିଆଯାଉଅଛି ଯେ, ୨୦୧୩-୧୪ ଆର୍ଥିକ ବର୍ଷରେ ମହାତ୍ମା ଗାନ୍ଧି ଜାତୀୟ ଗ୍ରାମୀଣ ନିଯୁକ୍ତି ଯୋଜନା (ମନରେଗା) ରେ କାର୍ଯ୍ୟକାରୀ ହେଉଥିବା କାର୍ଯ୍ୟଗୁଡ଼ିକର ସାମାଜିକ ସମୀକ୍ଷା ନିମ୍ନଲିଖିତ ସୂଚୀ ଅନୁଯାୟୀ ସଂପୃକ୍ତ ଗ୍ରାମ ପଞ୍ଚାୟତରେ ଅନୁଷ୍ଠିତ ହେବ। ସମସ୍ତ ଗ୍ରାମସଭା ସଦସ୍ୟ, ଜନପ୍ରତିନିଧି, ସ୍ୱୟଂ ସହାୟକ ଗୋଷ୍ଠୀ ଓ ସର୍ବସାଧାରଣଙ୍କୁ ଉକ୍ତ ସମୀକ୍ଷାରେ ଉପସ୍ଥିତ ରହି ସହଯୋଗ କରିବା ପାଇଁ ଅନୁରୋଧ କରାଯାଉଅଛି। <box>11 1183 547 1237</box>
